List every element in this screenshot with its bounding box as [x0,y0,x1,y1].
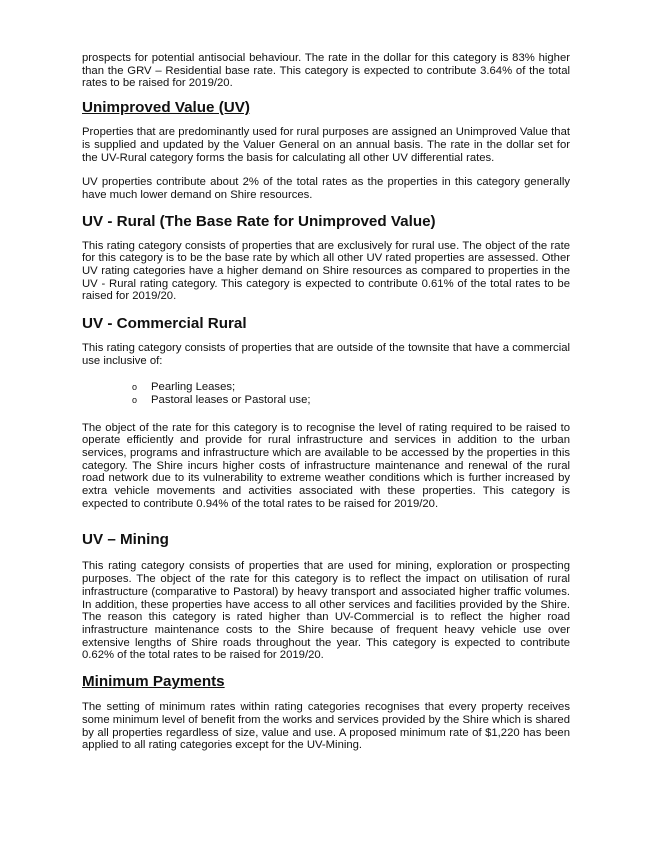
heading-uv-rural: UV - Rural (The Base Rate for Unimproved Value) [82,212,436,230]
bullet-circle-icon: o [132,395,138,406]
heading-uv-commercial-rural: UV - Commercial Rural [82,315,247,333]
heading-unimproved-value: Unimproved Value (UV) [82,99,250,117]
list-item: o Pastoral leases or Pastoral use; [132,394,311,407]
uv-paragraph-2: UV properties contribute about 2% of the total rates as the properties in this category generally have much lower demand on Shire resources. [82,176,570,201]
intro-paragraph: prospects for potential antisocial behaviour. The rate in the dollar for this category is 83% higher than the GRV – Residential base rate. This category is expected to contribute 3.64% of the total rates to be raised for 2019/20. [82,52,570,90]
heading-minimum-payments: Minimum Payments [82,673,225,691]
uv-mining-paragraph: This rating category consists of properties that are used for mining, exploration or prospecting purposes. The object of the rate for this category is to reflect the impact on utilisation of rural infrastructure (comparative to Pastoral) by heavy transport and associated higher traffic volumes. In addition, these properties have access to all other services and facilities provided by the Shire. The reason this category is rated higher than UV-Commercial is to reflect the higher road infrastructure maintenance costs to the Shire because of frequent heavy vehicle use over extensive lengths of Shire roads throughout the year. This category is expected to contribute 0.62% of the total rates to be raised for 2019/20. [82,560,570,662]
heading-uv-mining: UV – Mining [82,531,169,549]
uv-paragraph-1: Properties that are predominantly used for rural purposes are assigned an Unimproved Value that is supplied and updated by the Valuer General on an annual basis. The rate in the dollar set for the UV-Rural category forms the basis for calculating all other UV differential rates. [82,126,570,164]
commercial-use-list [82,381,570,408]
list-item: o Pearling Leases; [132,380,236,393]
document-page [82,52,570,752]
uv-commercial-paragraph-1: This rating category consists of properties that are outside of the townsite that have a commercial use inclusive of: [82,342,570,367]
uv-rural-paragraph: This rating category consists of properties that are exclusively for rural use. The object of the rate for this category is to be the base rate by which all other UV rated properties are assessed. Other UV rating categories have a higher demand on Shire resources as compared to properties in the UV - Rural rating category. This category is expected to contribute 0.61% of the total rates to be raised for 2019/20. [82,239,570,303]
uv-commercial-paragraph-2: The object of the rate for this category is to recognise the level of rating required to be raised to operate efficiently and provide for rural infrastructure and services in addition to the urban services, programs and infrastructure which are available to be accessed by the properties in this category. The Shire incurs higher costs of infrastructure maintenance and renewal of the rural road network due to its vulnerability to extreme weather conditions which is further increased by extra vehicle movements and activities associated with these properties. This category is expected to contribute 0.94% of the total rates to be raised for 2019/20. [82,421,570,510]
minimum-payments-paragraph: The setting of minimum rates within rating categories recognises that every property receives some minimum level of benefit from the works and services provided by the Shire which is shared by all properties regardless of size, value and use. A proposed minimum rate of $1,220 has been applied to all rating categories except for the UV-Mining. [82,701,570,752]
bullet-circle-icon: o [132,381,138,392]
